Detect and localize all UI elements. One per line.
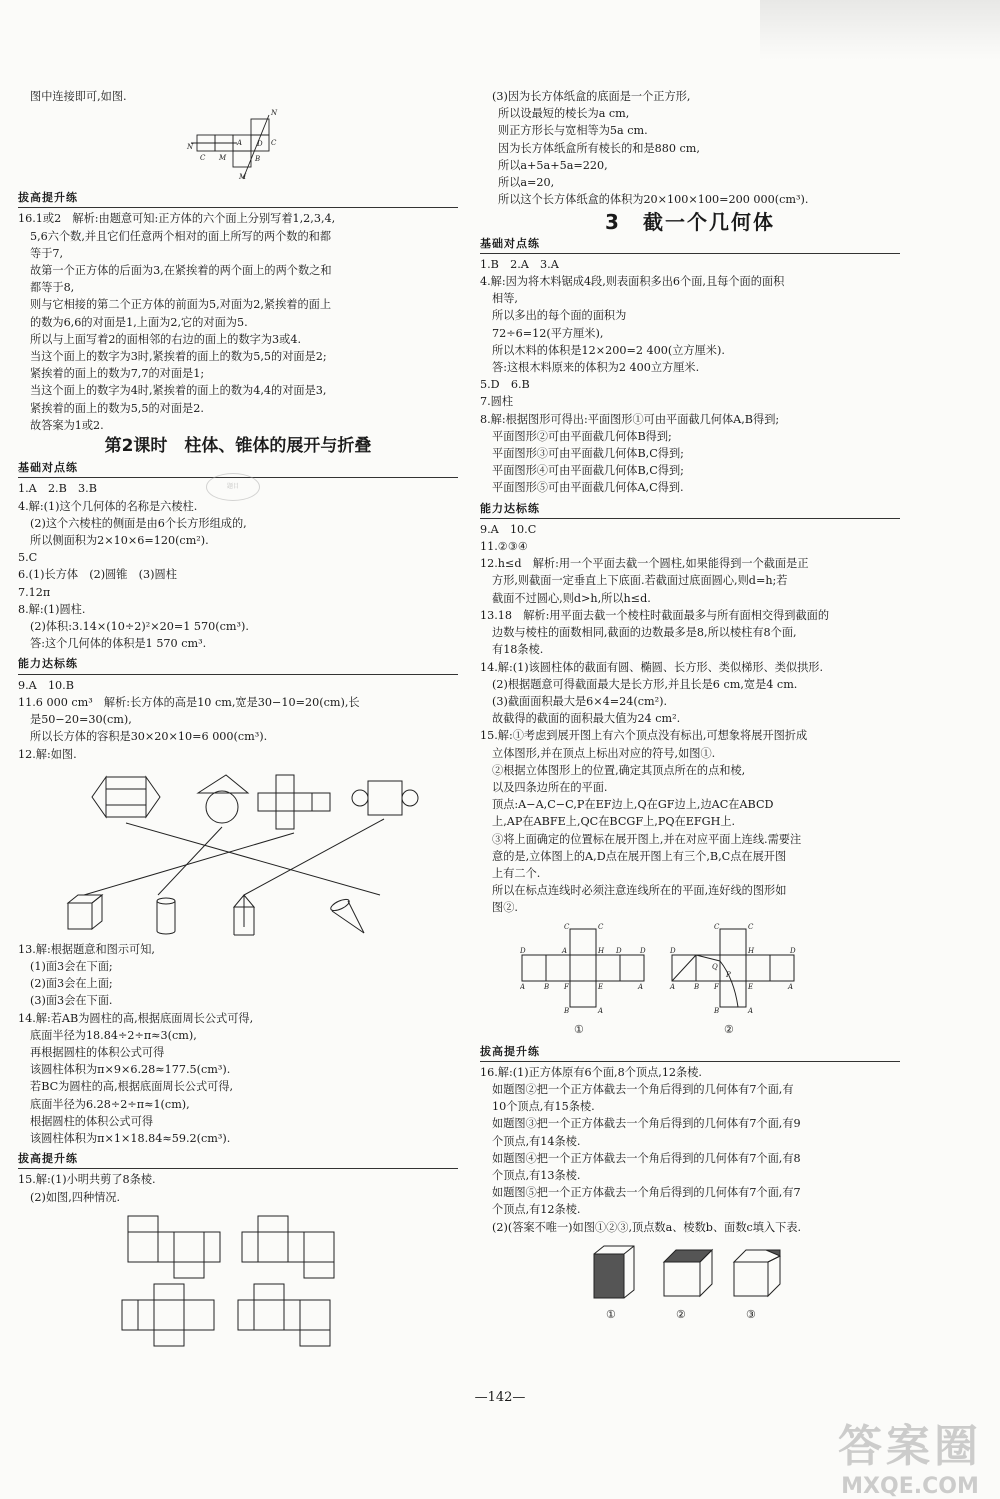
svg-text:D: D	[790, 946, 796, 955]
right-column	[480, 88, 900, 1326]
figure-label: ③	[746, 1307, 756, 1321]
text-line: 底面半径为18.84÷2÷π≈3(cm),	[30, 1028, 197, 1042]
text-line: 平面图形③可由平面截几何体B,C得到;	[492, 447, 684, 461]
svg-text:B: B	[255, 155, 261, 164]
svg-text:B: B	[564, 1006, 570, 1015]
text-line: 14.解:(1)该圆柱体的截面有圆、椭圆、长方形、类似梯形、类似拱形.	[480, 660, 824, 674]
svg-text:B: B	[694, 982, 700, 991]
svg-text:E: E	[748, 982, 754, 991]
text-line: 所以木料的体积是12×200=2 400(立方厘米).	[492, 343, 725, 357]
text-line: 故截得的截面的面积最大值为24 cm².	[492, 712, 681, 726]
text-line: 个顶点,有14条棱.	[492, 1134, 581, 1148]
text-line: 8.解:根据图形可得出:平面图形①可由平面截几何体A,B得到;	[480, 412, 780, 426]
q16-block	[18, 210, 458, 434]
svg-text:C: C	[598, 922, 604, 931]
section-header: 能力达标练	[18, 655, 458, 674]
text-line: (2)根据题意可得截面最大是长方形,并且长是6 cm,宽是4 cm.	[492, 677, 798, 691]
text-line: 10个顶点,有15条棱.	[492, 1100, 595, 1114]
section-header: 拔高提升练	[480, 1043, 900, 1062]
text-line: 顶点:A−A,C−C,P在EF边上,Q在GF边上,边AC在ABCD	[492, 798, 774, 812]
svg-text:A: A	[788, 982, 794, 991]
svg-text:C: C	[271, 139, 277, 148]
text-line: (3)截面面积最大是6×4=24(cm²).	[492, 694, 668, 708]
text-line: 根据圆柱的体积公式可得	[30, 1114, 154, 1128]
left-column	[18, 88, 458, 1354]
svg-text:F: F	[714, 982, 719, 991]
stamp-mark: 题目	[206, 473, 260, 501]
svg-text:E: E	[598, 982, 604, 991]
text-line: 所以a+5a+5a=220,	[498, 158, 608, 172]
text-line: 12.解:如图.	[18, 747, 77, 761]
svg-text:B: B	[714, 1006, 720, 1015]
svg-text:H: H	[748, 946, 755, 955]
text-line: 再根据圆柱的体积公式可得	[30, 1045, 165, 1059]
text-line: 截面不过圆心,则d>h,所以h≤d.	[492, 591, 651, 605]
text-line: 9.A 10.C	[480, 522, 537, 536]
text-line: 紧挨着的面上的数为7,7的对面是1;	[30, 367, 205, 381]
text-line: 12.h≤d 解析:用一个平面去截一个圆柱,如果能得到一个截面是正	[480, 557, 809, 571]
svg-text:D: D	[520, 946, 526, 955]
text-line: 如题图②把一个正方体截去一个角后得到的几何体有7个面,有	[492, 1082, 794, 1096]
text-line: 平面图形⑤可由平面截几何体A,C得到.	[492, 481, 684, 495]
text-line: 16.1或2 解析:由题意可知:正方体的六个面上分别写着1,2,3,4,	[18, 212, 336, 226]
svg-text:Q: Q	[712, 962, 718, 971]
watermark-text: 答案圈	[838, 1421, 982, 1472]
watermark-logo	[838, 1410, 982, 1499]
unfolded-cube-figure	[520, 921, 860, 1039]
text-line: (3)面3会在下面.	[30, 994, 113, 1008]
text-line: (2)如图,四种情况.	[30, 1190, 121, 1204]
text-line: ③将上面确定的位置标在展开图上,并在对应平面上连线.需要注	[492, 832, 802, 846]
text-line: 所以这个长方体纸盒的体积为20×100×100=200 000(cm³).	[498, 193, 809, 207]
text-line: 个顶点,有13条棱.	[492, 1168, 581, 1182]
text-line: 则正方形长与宽相等为5a cm.	[498, 124, 648, 138]
text-line: 5.D 6.B	[480, 378, 530, 392]
text-line: 6.(1)长方体 (2)圆锥 (3)圆柱	[18, 568, 177, 582]
text-line: (2)(答案不唯一)如图①②③,顶点数a、棱数b、面数c填入下表.	[492, 1220, 802, 1234]
text-line: 该圆柱体积为π×1×18.84≈59.2(cm³).	[30, 1131, 231, 1145]
section-header: 基础对点练	[480, 235, 900, 254]
svg-text:N: N	[187, 143, 194, 152]
text-line: 16.解:(1)正方体原有6个面,8个顶点,12条棱.	[480, 1065, 702, 1079]
text-line: 个顶点,有12条棱.	[492, 1203, 581, 1217]
text-line: 5,6六个数,并且它们任意两个相对的面上所写的两个数的和都	[30, 229, 332, 243]
text-line: 底面半径为6.28÷2÷π≈1(cm),	[30, 1097, 190, 1111]
svg-text:A: A	[562, 946, 568, 955]
watermark-url: MXQE.COM	[841, 1474, 979, 1499]
svg-text:A: A	[748, 1006, 754, 1015]
text-line: 答:这根木料原来的体积为2 400立方厘米.	[492, 361, 700, 375]
text-line: 4.解:因为将木料锯成4段,则表面积多出6个面,且每个面的面积	[480, 275, 785, 289]
svg-text:C: C	[564, 922, 570, 931]
lesson-title: 第2课时 柱体、锥体的展开与折叠	[104, 436, 372, 457]
text-line: 若BC为圆柱的高,根据底面周长公式可得,	[30, 1080, 234, 1094]
text-line: 所以在标点连线时必须注意连线所在的平面,连好线的图形如	[492, 884, 787, 898]
text-line: 平面图形②可由平面截几何体B得到;	[492, 429, 672, 443]
svg-text:D: D	[670, 946, 676, 955]
text-line: 1.B 2.A 3.A	[480, 257, 559, 271]
chapter-title: 3 截一个几何体	[605, 210, 775, 235]
text-line: 图②.	[492, 901, 518, 915]
text-line: 相等,	[492, 292, 518, 306]
figure-label: ①	[574, 1022, 584, 1036]
svg-text:H: H	[598, 946, 605, 955]
text-line: 立体图形,并在顶点上标出对应的符号,如图①.	[492, 746, 716, 760]
svg-text:A: A	[520, 982, 526, 991]
scan-shadow	[760, 0, 1000, 60]
text-line: 4.解:(1)这个几何体的名称是六棱柱.	[18, 499, 198, 513]
text-line: 等于7,	[30, 246, 64, 260]
text-line: 以及四条边所在的平面.	[492, 780, 608, 794]
text-line: (2)体积:3.14×(10÷2)²×20=1 570(cm³).	[30, 620, 249, 634]
text-line: 边数与棱柱的面数相同,截面的边数最多是8,所以棱柱有8个面,	[492, 626, 797, 640]
text-line: 所以设最短的棱长为a cm,	[498, 107, 630, 121]
text-line: 则与它相接的第二个正方体的前面为5,对面为2,紧挨着的面上	[30, 298, 332, 312]
text-line: 1.A 2.B 3.B	[18, 482, 97, 496]
svg-text:M: M	[219, 154, 227, 163]
text-line: 5.C	[18, 551, 38, 565]
text-line: 故答案为1或2.	[30, 418, 104, 432]
section-header: 基础对点练	[18, 459, 458, 478]
section-header: 能力达标练	[480, 500, 900, 519]
text-line: 13.解:根据题意和图示可知,	[18, 942, 155, 956]
text-line: 所以侧面积为2×10×6=120(cm²).	[30, 534, 209, 548]
text-line: 所以与上面写着2的面相邻的右边的面上的数字为3或4.	[30, 332, 302, 346]
svg-text:F: F	[564, 982, 569, 991]
cube-net-figure	[183, 109, 293, 185]
text-line: 当这个面上的数字为4时,紧挨着的面上的数为4,4的对面是3,	[30, 384, 327, 398]
text-line: 平面图形④可由平面截几何体B,C得到;	[492, 464, 684, 478]
text-line: (2)面3会在上面;	[30, 977, 113, 991]
page-number: —142—	[474, 1390, 526, 1405]
section-header: 拔高提升练	[18, 189, 458, 208]
text-line: 故第一个正方体的后面为3,在紧挨着的两个面上的两个数之和	[30, 264, 332, 278]
cut-cubes-figure	[580, 1240, 800, 1322]
text-line: 如题图③把一个正方体截去一个角后得到的几何体有7个面,有9	[492, 1117, 801, 1131]
svg-text:A: A	[638, 982, 644, 991]
text-line: (3)因为长方体纸盒的底面是一个正方形,	[492, 90, 691, 103]
svg-text:D: D	[257, 140, 263, 149]
svg-text:N: N	[271, 109, 278, 118]
text-line: 8.解:(1)圆柱.	[18, 602, 86, 616]
text-line: 该圆柱体积为π×9×6.28≈177.5(cm³).	[30, 1063, 231, 1077]
svg-text:C: C	[748, 922, 754, 931]
text-line: 当这个面上的数字为3时,紧挨着的面上的数为5,5的对面是2;	[30, 350, 327, 364]
text-line: 14.解:若AB为圆柱的高,根据底面周长公式可得,	[18, 1011, 254, 1025]
text-line: 意的是,立体图上的A,D点在展开图上有三个,B,C点在展开图	[492, 849, 787, 863]
text-line: 7.圆柱	[480, 395, 514, 409]
text-line: 15.解:(1)小明共剪了8条棱.	[18, 1173, 156, 1187]
svg-text:D: D	[616, 946, 622, 955]
text-line: 7.12π	[18, 585, 51, 599]
text-line: (2)这个六棱柱的侧面是由6个长方形组成的,	[30, 516, 247, 530]
text-line: 因为长方体纸盒所有棱长的和是880 cm,	[498, 141, 700, 155]
cuboid-nets-figure	[108, 1210, 368, 1350]
text-line: ②根据立体图形上的位置,确定其顶点所在的点和棱,	[492, 763, 746, 777]
figure-label: ②	[724, 1022, 734, 1036]
svg-text:C: C	[714, 922, 720, 931]
text-line: 所以多出的每个面的面积为	[492, 309, 627, 323]
text-line: 紧挨着的面上的数为5,5的对面是2.	[30, 401, 204, 415]
svg-text:M: M	[239, 173, 247, 182]
text-line: 13.18 解析:用平面去截一个棱柱时截面最多与所有面相交得到截面的	[480, 608, 830, 622]
text-line: 11.6 000 cm³ 解析:长方体的高是10 cm,宽是30−10=20(cm),长	[18, 695, 360, 709]
text-line: 72÷6=12(平方厘米),	[492, 326, 604, 340]
svg-text:C: C	[200, 154, 206, 163]
text-line: 11.②③④	[480, 540, 528, 554]
text-line: 9.A 10.B	[18, 678, 74, 692]
text-line: 15.解:①考虑到展开图上有六个顶点没有标出,可想象将展开图折成	[480, 729, 808, 743]
svg-text:D: D	[640, 946, 646, 955]
text-line: 的数为6,6的对面是1,上面为2,它的对面为5.	[30, 315, 248, 329]
matching-figure	[48, 767, 428, 937]
svg-text:B: B	[544, 982, 550, 991]
svg-text:P: P	[726, 970, 731, 979]
text-line: 所以长方体的容积是30×20×10=6 000(cm³).	[30, 730, 268, 744]
text-line: 上,AP在ABFE上,QC在BCGF上,PQ在EFGH上.	[492, 815, 736, 829]
svg-text:A: A	[237, 139, 243, 148]
svg-text:A: A	[598, 1006, 604, 1015]
text-line: 答:这个几何体的体积是1 570 cm³.	[30, 637, 207, 651]
text-line: 方形,则截面一定垂直上下底面.若截面过底面圆心,则d=h;若	[492, 574, 788, 588]
text-line: 都等于8,	[30, 281, 75, 295]
text-line: 是50−20=30(cm),	[30, 713, 132, 727]
text-line: 所以a=20,	[498, 176, 555, 190]
text-line: 如题图④把一个正方体截去一个角后得到的几何体有7个面,有8	[492, 1151, 801, 1165]
figure-label: ②	[676, 1307, 686, 1321]
figure-label: ①	[606, 1307, 616, 1321]
text-line: 上有二个.	[492, 866, 541, 880]
text-line: 如题图⑤把一个正方体截去一个角后得到的几何体有7个面,有7	[492, 1186, 801, 1200]
section-header: 拔高提升练	[18, 1150, 458, 1169]
text-line: 图中连接即可,如图.	[30, 90, 127, 103]
text-line: (1)面3会在下面;	[30, 959, 113, 973]
svg-text:A: A	[670, 982, 676, 991]
text-line: 有18条棱.	[492, 643, 544, 657]
